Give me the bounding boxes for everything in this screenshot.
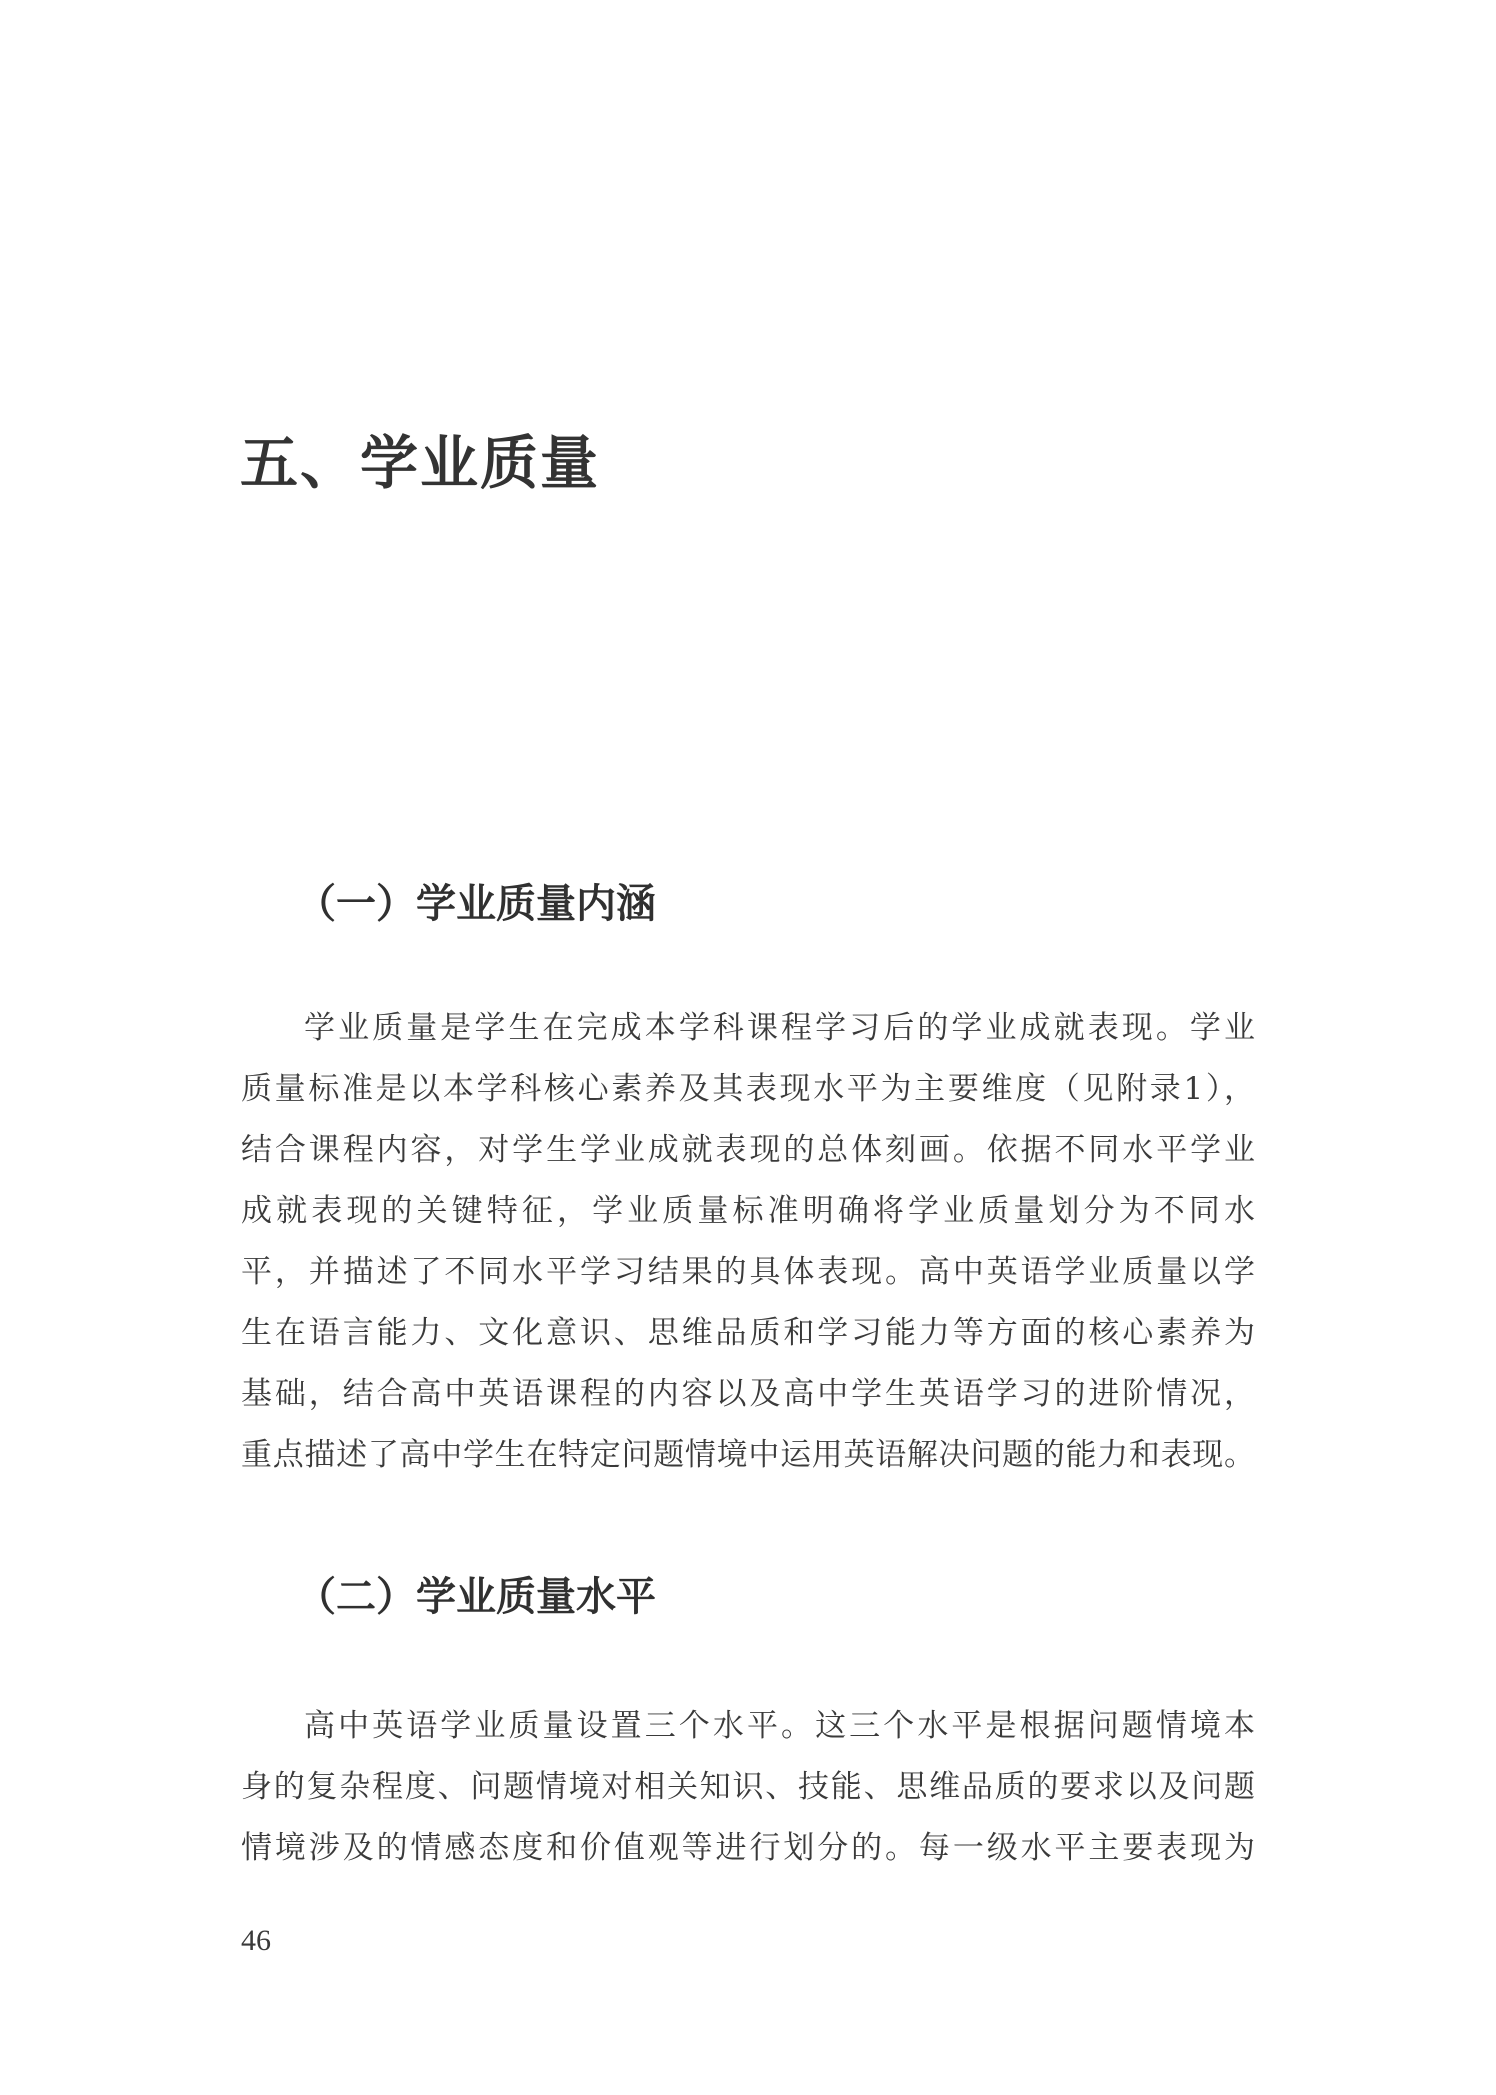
paragraph-line: 身的复杂程度、问题情境对相关知识、技能、思维品质的要求以及问题 xyxy=(241,1769,1255,1805)
paragraph-academic-quality-connotation xyxy=(241,998,1255,1486)
paragraph-line: 情境涉及的情感态度和价值观等进行划分的。每一级水平主要表现为 xyxy=(241,1830,1255,1866)
paragraph-line: 质量标准是以本学科核心素养及其表现水平为主要维度（见附录1）， xyxy=(241,1071,1255,1107)
paragraph-line: 学业质量是学生在完成本学科课程学习后的学业成就表现。学业 xyxy=(304,1010,1255,1046)
paragraph-line: 生在语言能力、文化意识、思维品质和学习能力等方面的核心素养为 xyxy=(241,1315,1255,1351)
paragraph-line: 成就表现的关键特征，学业质量标准明确将学业质量划分为不同水 xyxy=(241,1193,1255,1229)
paragraph-line: 重点描述了高中学生在特定问题情境中运用英语解决问题的能力和表现。 xyxy=(241,1437,1255,1473)
section-title-academic-quality-connotation: （一）学业质量内涵 xyxy=(296,880,656,927)
paragraph-line: 平，并描述了不同水平学习结果的具体表现。高中英语学业质量以学 xyxy=(241,1254,1255,1290)
paragraph-academic-quality-levels xyxy=(241,1696,1255,1879)
paragraph-line: 基础，结合高中英语课程的内容以及高中学生英语学习的进阶情况， xyxy=(241,1376,1255,1412)
chapter-title: 五、学业质量 xyxy=(240,429,601,497)
paragraph-line: 结合课程内容，对学生学业成就表现的总体刻画。依据不同水平学业 xyxy=(241,1132,1255,1168)
page-number: 46 xyxy=(241,1924,271,1957)
section-title-academic-quality-levels: （二）学业质量水平 xyxy=(296,1573,656,1620)
paragraph-line: 高中英语学业质量设置三个水平。这三个水平是根据问题情境本 xyxy=(304,1708,1255,1744)
